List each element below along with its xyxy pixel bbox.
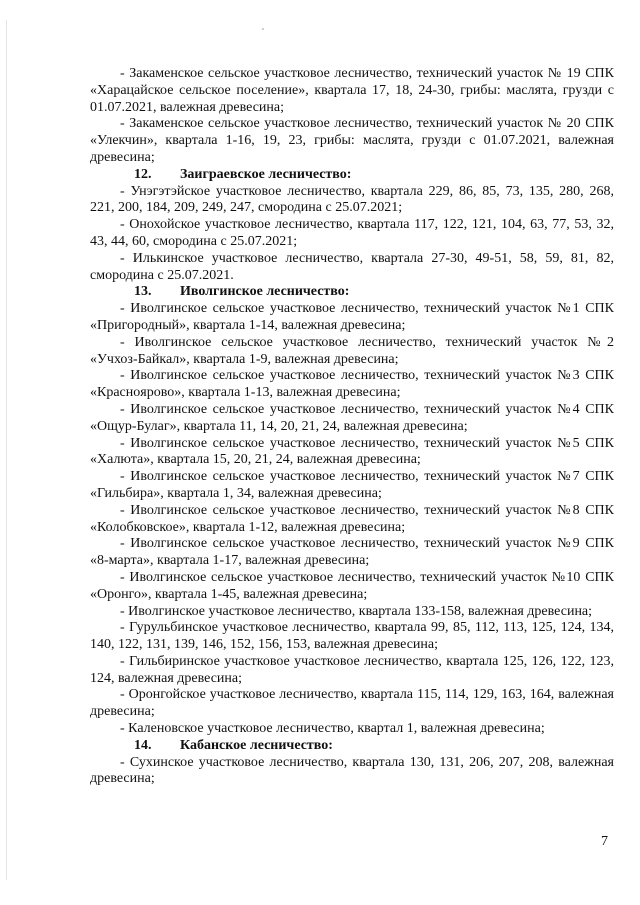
- section-heading: [90, 738, 614, 755]
- list-item: - Закаменское сельское участковое лесничество, технический участок № 19 СПК «Харацайское сельское поселение», квартала 17, 18, 24-30, грибы: маслята, грузди с 01.07.2021, валежная древесина;: [90, 66, 614, 115]
- list-item: - Иволгинское сельское участковое лесничество, технический участок №8 СПК «Колобковское», квартала 1-12, валежная древесина;: [90, 502, 614, 535]
- list-item: - Гильбиринское участковое участковое лесничество, квартала 125, 126, 122, 123, 124, валежная древесина;: [90, 653, 614, 686]
- list-item: - Иволгинское сельское участковое лесничество, технический участок №5 СПК «Халюта», квартала 15, 20, 21, 24, валежная древесина;: [90, 435, 614, 468]
- section-number: 13.: [134, 284, 152, 300]
- list-item: - Оронгойское участковое лесничество, квартала 115, 114, 129, 163, 164, валежная древесина;: [90, 687, 614, 720]
- section-heading: [90, 284, 614, 301]
- list-item: - Иволгинское сельское участковое лесничество, технический участок №7 СПК «Гильбира», квартала 1, 34, валежная древесина;: [90, 469, 614, 501]
- page-number: 7: [601, 834, 608, 849]
- list-item: - Илькинское участковое лесничество, квартала 27-30, 49-51, 58, 59, 81, 82, смородина с 25.07.2021.: [90, 250, 614, 283]
- list-item: - Сухинское участковое лесничество, квартала 130, 131, 206, 207, 208, валежная древесина;: [90, 754, 614, 787]
- section-title: Иволгинское лесничество:: [180, 284, 350, 300]
- section-title: Кабанское лесничество:: [180, 737, 333, 753]
- list-item: - Иволгинское участковое лесничество, квартала 133-158, валежная древесина;: [120, 603, 593, 619]
- list-item: - Иволгинское сельское участковое лесничество, технический участок №9 СПК «8-марта», квартала 1-17, валежная древесина;: [90, 536, 614, 569]
- section-title: Заиграевское лесничество:: [180, 166, 352, 182]
- section-heading: [90, 167, 614, 184]
- list-item: - Иволгинское сельское участковое лесничество, технический участок №1 СПК «Пригородный», квартала 1-14, валежная древесина;: [90, 301, 614, 333]
- list-item: - Иволгинское сельское участковое лесничество, технический участок №4 СПК «Ощур-Булаг», квартала 11, 14, 20, 21, 24, валежная древесина;: [90, 401, 614, 434]
- scan-edge-line: [6, 20, 7, 880]
- list-item: - Каленовское участковое лесничество, квартал 1, валежная древесина;: [120, 721, 545, 737]
- list-item: - Иволгинское сельское участковое лесничество, технический участок №3 СПК «Краснoярово», квартала 1-13, валежная древесина;: [90, 368, 614, 401]
- list-item: - Иволгинское сельское участковое лесничество, технический участок №10 СПК «Оронго», квартала 1-45, валежная древесина;: [90, 569, 614, 602]
- list-item: - Унэгэтэйское участковое лесничество, квартала 229, 86, 85, 73, 135, 280, 268, 221, 200, 184, 209, 249, 247, смородина с 25.07.2021;: [90, 183, 614, 216]
- section-number: 14.: [134, 737, 152, 753]
- list-item: - Онохойское участковое лесничество, квартала 117, 122, 121, 104, 63, 77, 53, 32, 43, 44, 60, смородина с 25.07.2021;: [90, 217, 614, 249]
- document-body: [90, 66, 614, 788]
- scan-speck: [262, 28, 264, 30]
- section-number: 12.: [134, 166, 152, 182]
- list-item: - Гурульбинское участковое лесничество, квартала 99, 85, 112, 113, 125, 124, 134, 140, 122, 131, 139, 146, 152, 156, 153, валежная древесина;: [90, 620, 614, 653]
- list-item: - Закаменское сельское участковое лесничество, технический участок № 20 СПК «Улекчин», квартала 1-16, 19, 23, грибы: маслята, грузди с 01.07.2021, валежная древесина;: [90, 116, 614, 165]
- list-item: - Иволгинское сельское участковое лесничество, технический участок №2 «Учхоз-Байкал», квартала 1-9, валежная древесина;: [90, 334, 614, 367]
